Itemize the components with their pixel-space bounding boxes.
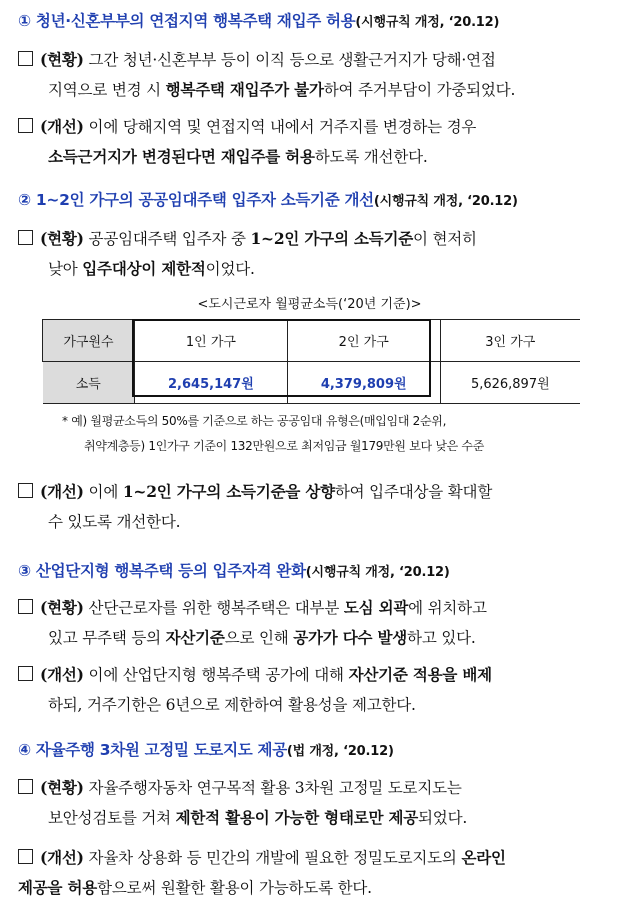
s4-improvement-item: (개선) 자율차 상용화 등 민간의 개발에 필요한 정밀도로지도의 온라인 제공을 허용함으로써 원활한 활용이 가능하도록 한다. <box>18 848 506 897</box>
section-2-title <box>18 188 518 210</box>
section-2-heading: ② 1~2인 가구의 공공임대주택 입주자 소득기준 개선 <box>18 191 374 209</box>
table-header-cell: 1인 가구 <box>135 320 288 362</box>
table-cell: 4,379,809원 <box>287 362 440 404</box>
table-cell: 2,645,147원 <box>135 362 288 404</box>
table-header-cell: 3인 가구 <box>440 320 580 362</box>
checkbox-icon <box>18 666 33 681</box>
section-3-title <box>18 559 450 581</box>
s4-current-item: (현황) 자율주행자동차 연구목적 활용 3차원 고정밀 도로지도는 보안성검토를 거쳐 제한적 활용이 가능한 형태로만 제공되었다. <box>18 773 608 833</box>
table-caption: <도시근로자 월평균소득(‘20년 기준)> <box>197 297 422 312</box>
checkbox-icon <box>18 118 33 133</box>
checkbox-icon <box>18 230 33 245</box>
table-row-label: 소득 <box>43 362 135 404</box>
s1-current-item: (현황) 그간 청년·신혼부부 등이 이직 등으로 생활근거지가 당해·연접 지역으로 변경 시 행복주택 재입주가 불가하여 주거부담이 가중되었다. <box>18 45 608 105</box>
checkbox-icon <box>18 599 33 614</box>
section-1-note: (시행규칙 개정, ‘20.12) <box>355 15 500 30</box>
section-4-note: (법 개정, ‘20.12) <box>286 744 394 759</box>
s1-improvement-item: (개선) 이에 당해지역 및 연접지역 내에서 거주지를 변경하는 경우 소득근거지가 변경된다면 재입주를 허용하도록 개선한다. <box>18 112 608 172</box>
table-header-cell: 2인 가구 <box>287 320 440 362</box>
table-row <box>43 362 581 404</box>
checkbox-icon <box>18 483 33 498</box>
checkbox-icon <box>18 51 33 66</box>
section-4-title <box>18 738 394 760</box>
s3-improvement-item: (개선) 이에 산업단지형 행복주택 공가에 대해 자산기준 적용을 배제 하되, 거주기한은 6년으로 제한하여 활용성을 제고한다. <box>18 660 608 720</box>
s3-current-item: (현황) 산단근로자를 위한 행복주택은 대부분 도심 외곽에 위치하고 있고 무주택 등의 자산기준으로 인해 공가가 다수 발생하고 있다. <box>18 593 608 653</box>
section-2-note: (시행규칙 개정, ‘20.12) <box>373 194 518 209</box>
section-4-heading: ④ 자율주행 3차원 고정밀 도로지도 제공 <box>18 741 287 759</box>
section-1-heading: ① 청년·신혼부부의 연접지역 행복주택 재입주 허용 <box>18 12 356 30</box>
checkbox-icon <box>18 779 33 794</box>
table-header-row <box>43 320 581 362</box>
section-1-title <box>18 9 499 31</box>
checkbox-icon <box>18 849 33 864</box>
section-3-heading: ③ 산업단지형 행복주택 등의 입주자격 완화 <box>18 562 306 580</box>
table-header-cell: 가구원수 <box>43 320 135 362</box>
s2-improvement-item: (개선) 이에 1~2인 가구의 소득기준을 상향하여 입주대상을 확대할 수 있도록 개선한다. <box>18 477 608 537</box>
s2-current-item: (현황) 공공임대주택 입주자 중 1~2인 가구의 소득기준이 현저히 낮아 입주대상이 제한적이었다. <box>18 224 608 284</box>
table-cell: 5,626,897원 <box>440 362 580 404</box>
income-table <box>42 319 580 404</box>
section-3-note: (시행규칙 개정, ‘20.12) <box>305 565 450 580</box>
table-footnote: * 예) 월평균소득의 50%를 기준으로 하는 공공임대 유형은(매입임대 2순위, 취약계층등) 1인가구 기준이 132만원으로 최저임금 월179만원 보다 낮은 수준 <box>62 414 485 453</box>
